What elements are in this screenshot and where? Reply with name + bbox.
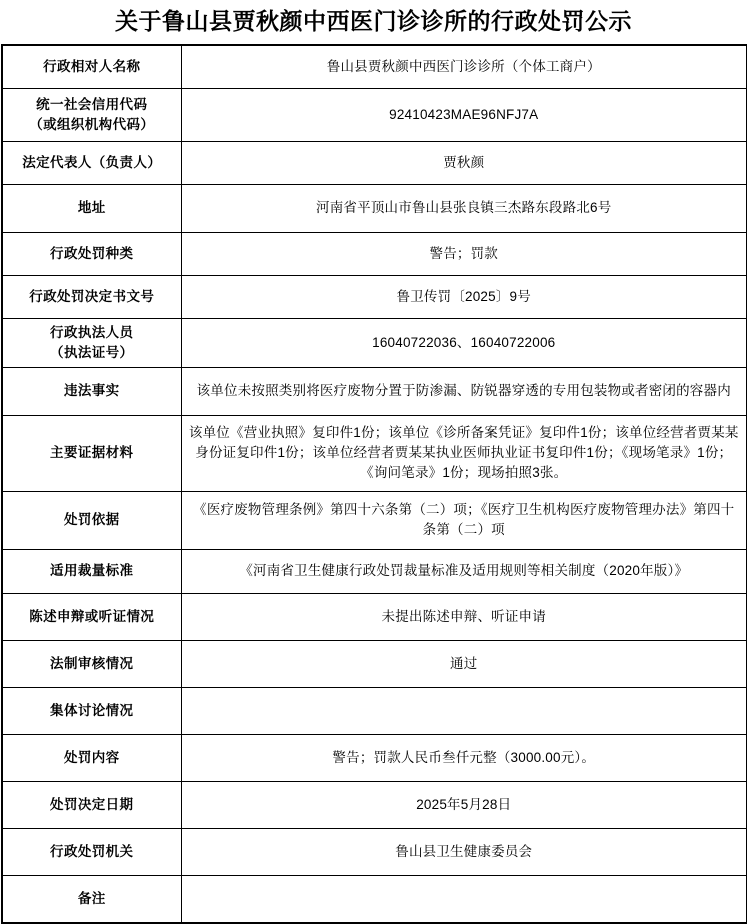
table-row xyxy=(2,45,747,88)
row-label-illegal-facts: 违法事实 xyxy=(2,367,181,415)
row-value-unified-social-credit-code: 92410423MAE96NFJ7A xyxy=(181,88,747,141)
row-label-main-evidence: 主要证据材料 xyxy=(2,415,181,491)
row-label-unified-social-credit-code xyxy=(2,88,181,141)
row-label-collective-discussion: 集体讨论情况 xyxy=(2,687,181,734)
row-value-penalty-type: 警告；罚款 xyxy=(181,232,747,275)
row-value-collective-discussion xyxy=(181,687,747,734)
row-label-enforcement-officers xyxy=(2,318,181,367)
row-value-penalty-decision-date: 2025年5月28日 xyxy=(181,781,747,828)
row-value-legal-representative: 贾秋颜 xyxy=(181,141,747,184)
row-label-penalty-decision-date: 处罚决定日期 xyxy=(2,781,181,828)
table-row xyxy=(2,318,747,367)
penalty-disclosure-table xyxy=(1,44,747,924)
row-label-address: 地址 xyxy=(2,184,181,232)
row-value-penalty-content: 警告；罚款人民币叁仟元整（3000.00元）。 xyxy=(181,734,747,781)
table-row xyxy=(2,828,747,875)
row-value-penalty-basis: 《医疗废物管理条例》第四十六条第（二）项；《医疗卫生机构医疗废物管理办法》第四十条第（二）项 xyxy=(181,491,747,549)
table-row xyxy=(2,875,747,923)
row-label-line-2: （或组织机构代码） xyxy=(29,116,155,132)
row-value-decision-document-number: 鲁卫传罚〔2025〕9号 xyxy=(181,275,747,318)
row-value-legal-review: 通过 xyxy=(181,640,747,687)
row-value-administrative-counterpart-name: 鲁山县贾秋颜中西医门诊诊所（个体工商户） xyxy=(181,45,747,88)
row-value-enforcement-officers: 16040722036、16040722006 xyxy=(181,318,747,367)
table-row xyxy=(2,734,747,781)
table-row xyxy=(2,88,747,141)
table-row xyxy=(2,232,747,275)
row-value-remarks xyxy=(181,875,747,923)
row-label-decision-document-number: 行政处罚决定书文号 xyxy=(2,275,181,318)
row-value-statement-defense-hearing: 未提出陈述申辩、听证申请 xyxy=(181,593,747,640)
table-row xyxy=(2,687,747,734)
table-row xyxy=(2,367,747,415)
row-label-penalty-basis: 处罚依据 xyxy=(2,491,181,549)
row-label-remarks: 备注 xyxy=(2,875,181,923)
row-value-discretion-standard: 《河南省卫生健康行政处罚裁量标准及适用规则等相关制度（2020年版）》 xyxy=(181,549,747,593)
row-label-penalty-authority: 行政处罚机关 xyxy=(2,828,181,875)
table-row xyxy=(2,549,747,593)
row-label-legal-representative: 法定代表人（负责人） xyxy=(2,141,181,184)
row-value-illegal-facts: 该单位未按照类别将医疗废物分置于防渗漏、防锐器穿透的专用包装物或者密闭的容器内 xyxy=(181,367,747,415)
row-value-address: 河南省平顶山市鲁山县张良镇三杰路东段路北6号 xyxy=(181,184,747,232)
table-row xyxy=(2,593,747,640)
row-value-main-evidence: 该单位《营业执照》复印件1份；该单位《诊所备案凭证》复印件1份；该单位经营者贾某某身份证复印件1份；该单位经营者贾某某执业医师执业证书复印件1份；《现场笔录》1份；《询问笔录》1份；现场拍照3张。 xyxy=(181,415,747,491)
row-label-administrative-counterpart-name: 行政相对人名称 xyxy=(2,45,181,88)
row-label-penalty-type: 行政处罚种类 xyxy=(2,232,181,275)
table-row xyxy=(2,184,747,232)
table-row xyxy=(2,415,747,491)
row-value-penalty-authority: 鲁山县卫生健康委员会 xyxy=(181,828,747,875)
table-row xyxy=(2,141,747,184)
table-row xyxy=(2,491,747,549)
row-label-line-2: （执法证号） xyxy=(50,344,134,360)
page-title: 关于鲁山县贾秋颜中西医门诊诊所的行政处罚公示 xyxy=(115,9,632,34)
row-label-statement-defense-hearing: 陈述申辩或听证情况 xyxy=(2,593,181,640)
table-row xyxy=(2,640,747,687)
row-label-discretion-standard: 适用裁量标准 xyxy=(2,549,181,593)
row-label-legal-review: 法制审核情况 xyxy=(2,640,181,687)
table-row xyxy=(2,275,747,318)
row-label-line-1: 统一社会信用代码 xyxy=(36,96,148,112)
row-label-line-1: 行政执法人员 xyxy=(50,324,134,340)
table-row xyxy=(2,781,747,828)
row-label-penalty-content: 处罚内容 xyxy=(2,734,181,781)
